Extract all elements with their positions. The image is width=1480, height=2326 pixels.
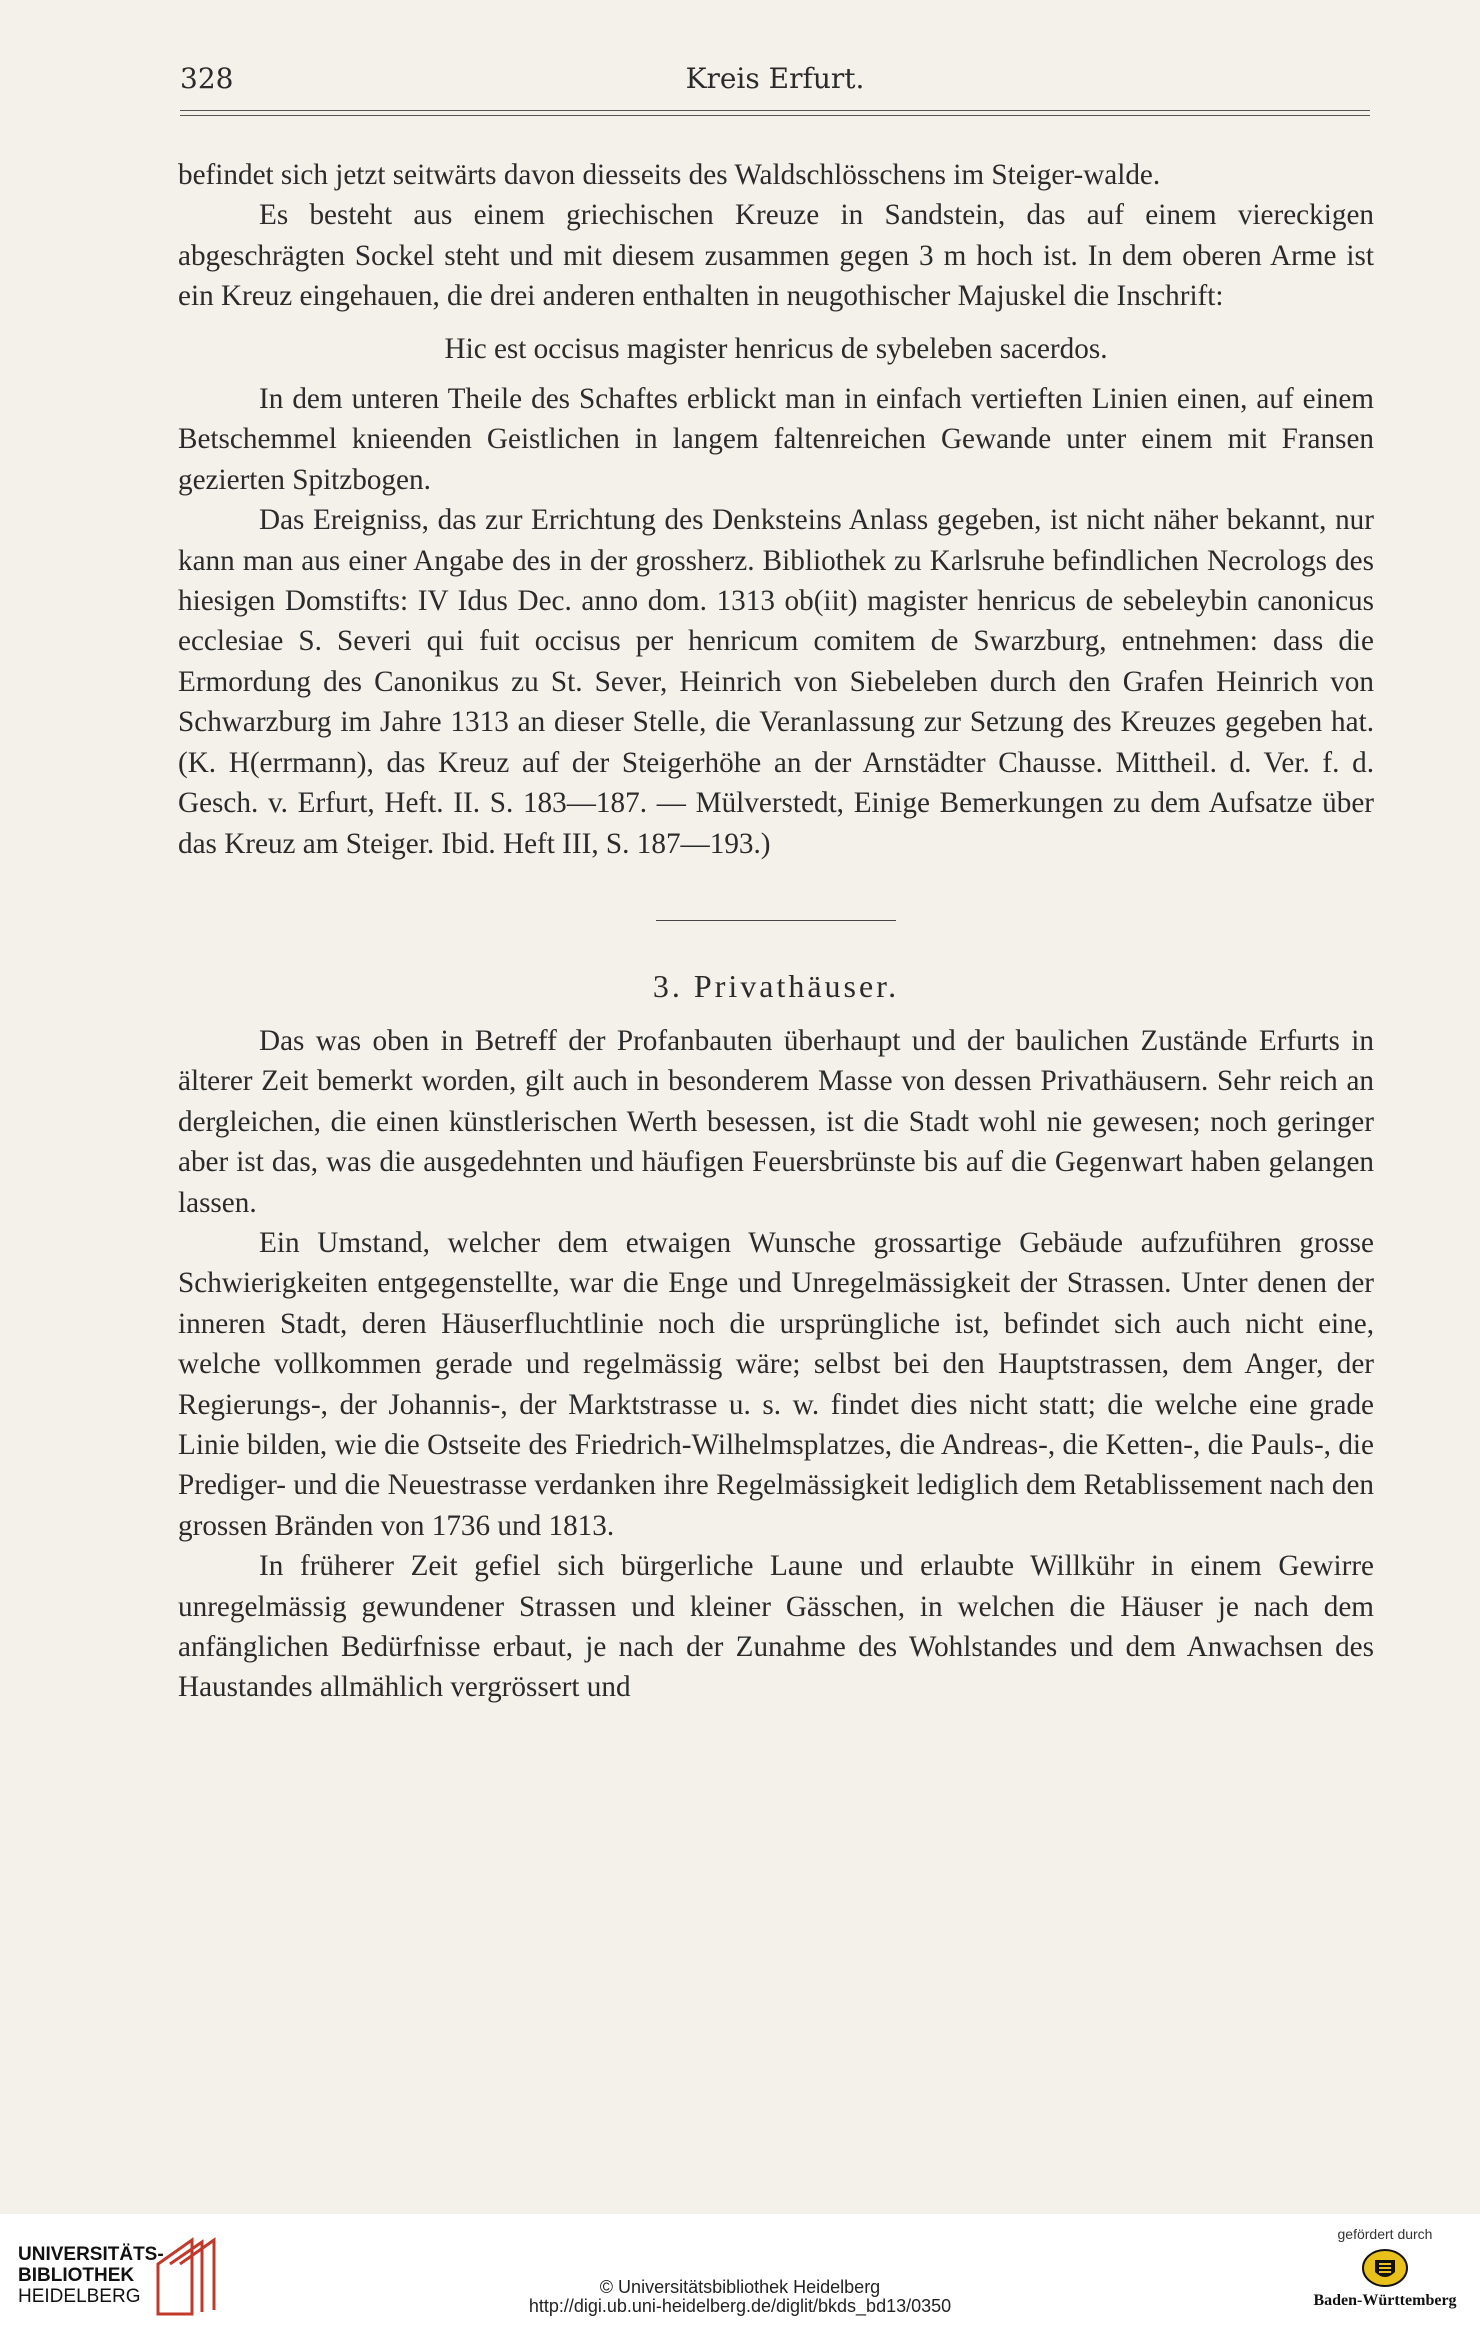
funded-by-label: gefördert durch	[1337, 2226, 1433, 2242]
paragraph-2: Es besteht aus einem griechischen Kreuze in Sandstein, das auf einem viereckigen abgeschrägten Sockel steht und mit diesem zusammen gegen 3 m hoch ist. In dem oberen Arme ist ein Kreuz eingehauen, die drei anderen enthalten in neugothischer Majuskel die Inschrift:	[178, 199, 1374, 313]
paragraph-6: Ein Umstand, welcher dem etwaigen Wunsche grossartige Gebäude aufzuführen grosse Schwierigkeiten entgegenstellte, war die Enge und Unregelmässigkeit der Strassen. Unter denen der inneren Stadt, deren Häuserfluchtlinie noch die ursprüngliche ist, befindet sich auch nicht eine, welche vollkommen gerade und regelmässig wäre; selbst bei den Hauptstrassen, dem Anger, der Regierungs-, der Johannis-, der Marktstrasse u. s. w. findet dies nicht statt; die welche eine grade Linie bilden, wie die Ostseite des Friedrich-Wilhelmsplatzes, die Andreas-, die Ketten-, die Pauls-, die Prediger- und die Neuestrasse verdanken ihre Regelmässigkeit lediglich dem Retablissement nach den grossen Bränden von 1736 und 1813.	[178, 1226, 1374, 1542]
copyright-text: © Universitätsbibliothek Heidelberg	[599, 2277, 881, 2297]
state-crest-icon	[1361, 2248, 1409, 2288]
inscription-line: Hic est occisus magister henricus de sybeleben sacerdos.	[444, 332, 1108, 365]
body-text	[178, 155, 1374, 1708]
library-line-3: HEIDELBERG	[18, 2286, 141, 2307]
running-head: Kreis Erfurt.	[685, 62, 865, 95]
paragraph-5: Das was oben in Betreff der Profanbauten überhaupt und der baulichen Zustände Erfurts in älterer Zeit bemerkt worden, gilt auch in besonderem Masse von dessen Privathäusern. Sehr reich an dergleichen, die einen künstlerischen Werth besessen, ist die Stadt wohl nie gewesen; noch geringer aber ist das, was die ausgedehnten und häufigen Feuersbrünste bis auf die Gegenwart haben gelangen lassen.	[178, 1024, 1374, 1219]
page-header	[180, 62, 1370, 102]
library-line-2: BIBLIOTHEK	[18, 2265, 135, 2286]
paragraph-7: In früherer Zeit gefiel sich bürgerliche Laune und erlaubte Willkühr in einem Gewirre unregelmässig gewundener Strassen und kleiner Gässchen, in welchen die Häuser je nach dem anfänglichen Bedürfnisse erbaut, je nach der Zunahme des Wohlstandes und dem Anwachsen des Haustandes allmählich vergrössert und	[178, 1550, 1374, 1704]
funder-name: Baden-Württemberg	[1313, 2292, 1457, 2309]
paragraph-4: Das Ereigniss, das zur Errichtung des Denksteins Anlass gegeben, ist nicht näher bekannt, nur kann man aus einer Angabe des in der grossherz. Bibliothek zu Karlsruhe befindlichen Necrologs des hiesigen Domstifts: IV Idus Dec. anno dom. 1313 ob(iit) magister henricus de sebeleybin canonicus ecclesiae S. Severi qui fuit occisus per henricum comitem de Swarzburg, entnehmen: dass die Ermordung des Canonikus zu St. Sever, Heinrich von Siebeleben durch den Grafen Heinrich von Schwarzburg im Jahre 1313 an dieser Stelle, die Veranlassung zur Setzung des Kreuzes gegeben hat. (K. H(errmann), das Kreuz auf der Steigerhöhe an der Arnstädter Chausse. Mittheil. d. Ver. f. d. Gesch. v. Erfurt, Heft. II. S. 183—187. — Mülverstedt, Einige Bemerkungen zu dem Aufsatze über das Kreuz am Steiger. Ibid. Heft III, S. 187—193.)	[178, 504, 1374, 860]
section-separator	[656, 920, 896, 921]
section-title: 3. Privathäuser.	[652, 967, 900, 1004]
paragraph-1: befindet sich jetzt seitwärts davon diesseits des Waldschlösschens im Steiger-walde.	[178, 159, 1161, 191]
funder-block[interactable]	[1300, 2226, 1470, 2310]
paragraph-3: In dem unteren Theile des Schaftes erblickt man in einfach vertieften Linien einen, auf einem Betschemmel knieenden Geistlichen in langem faltenreichen Gewande unter einem mit Fransen gezierten Spitzbogen.	[178, 383, 1374, 496]
library-line-1: UNIVERSITÄTS-	[18, 2244, 164, 2265]
footer-bar	[0, 2214, 1480, 2326]
header-rule	[180, 110, 1370, 116]
page-number: 328	[180, 62, 234, 95]
permalink-url[interactable]: http://digi.ub.uni-heidelberg.de/diglit/bkds_bd13/0350	[528, 2296, 952, 2316]
copyright-block	[0, 2278, 1480, 2316]
